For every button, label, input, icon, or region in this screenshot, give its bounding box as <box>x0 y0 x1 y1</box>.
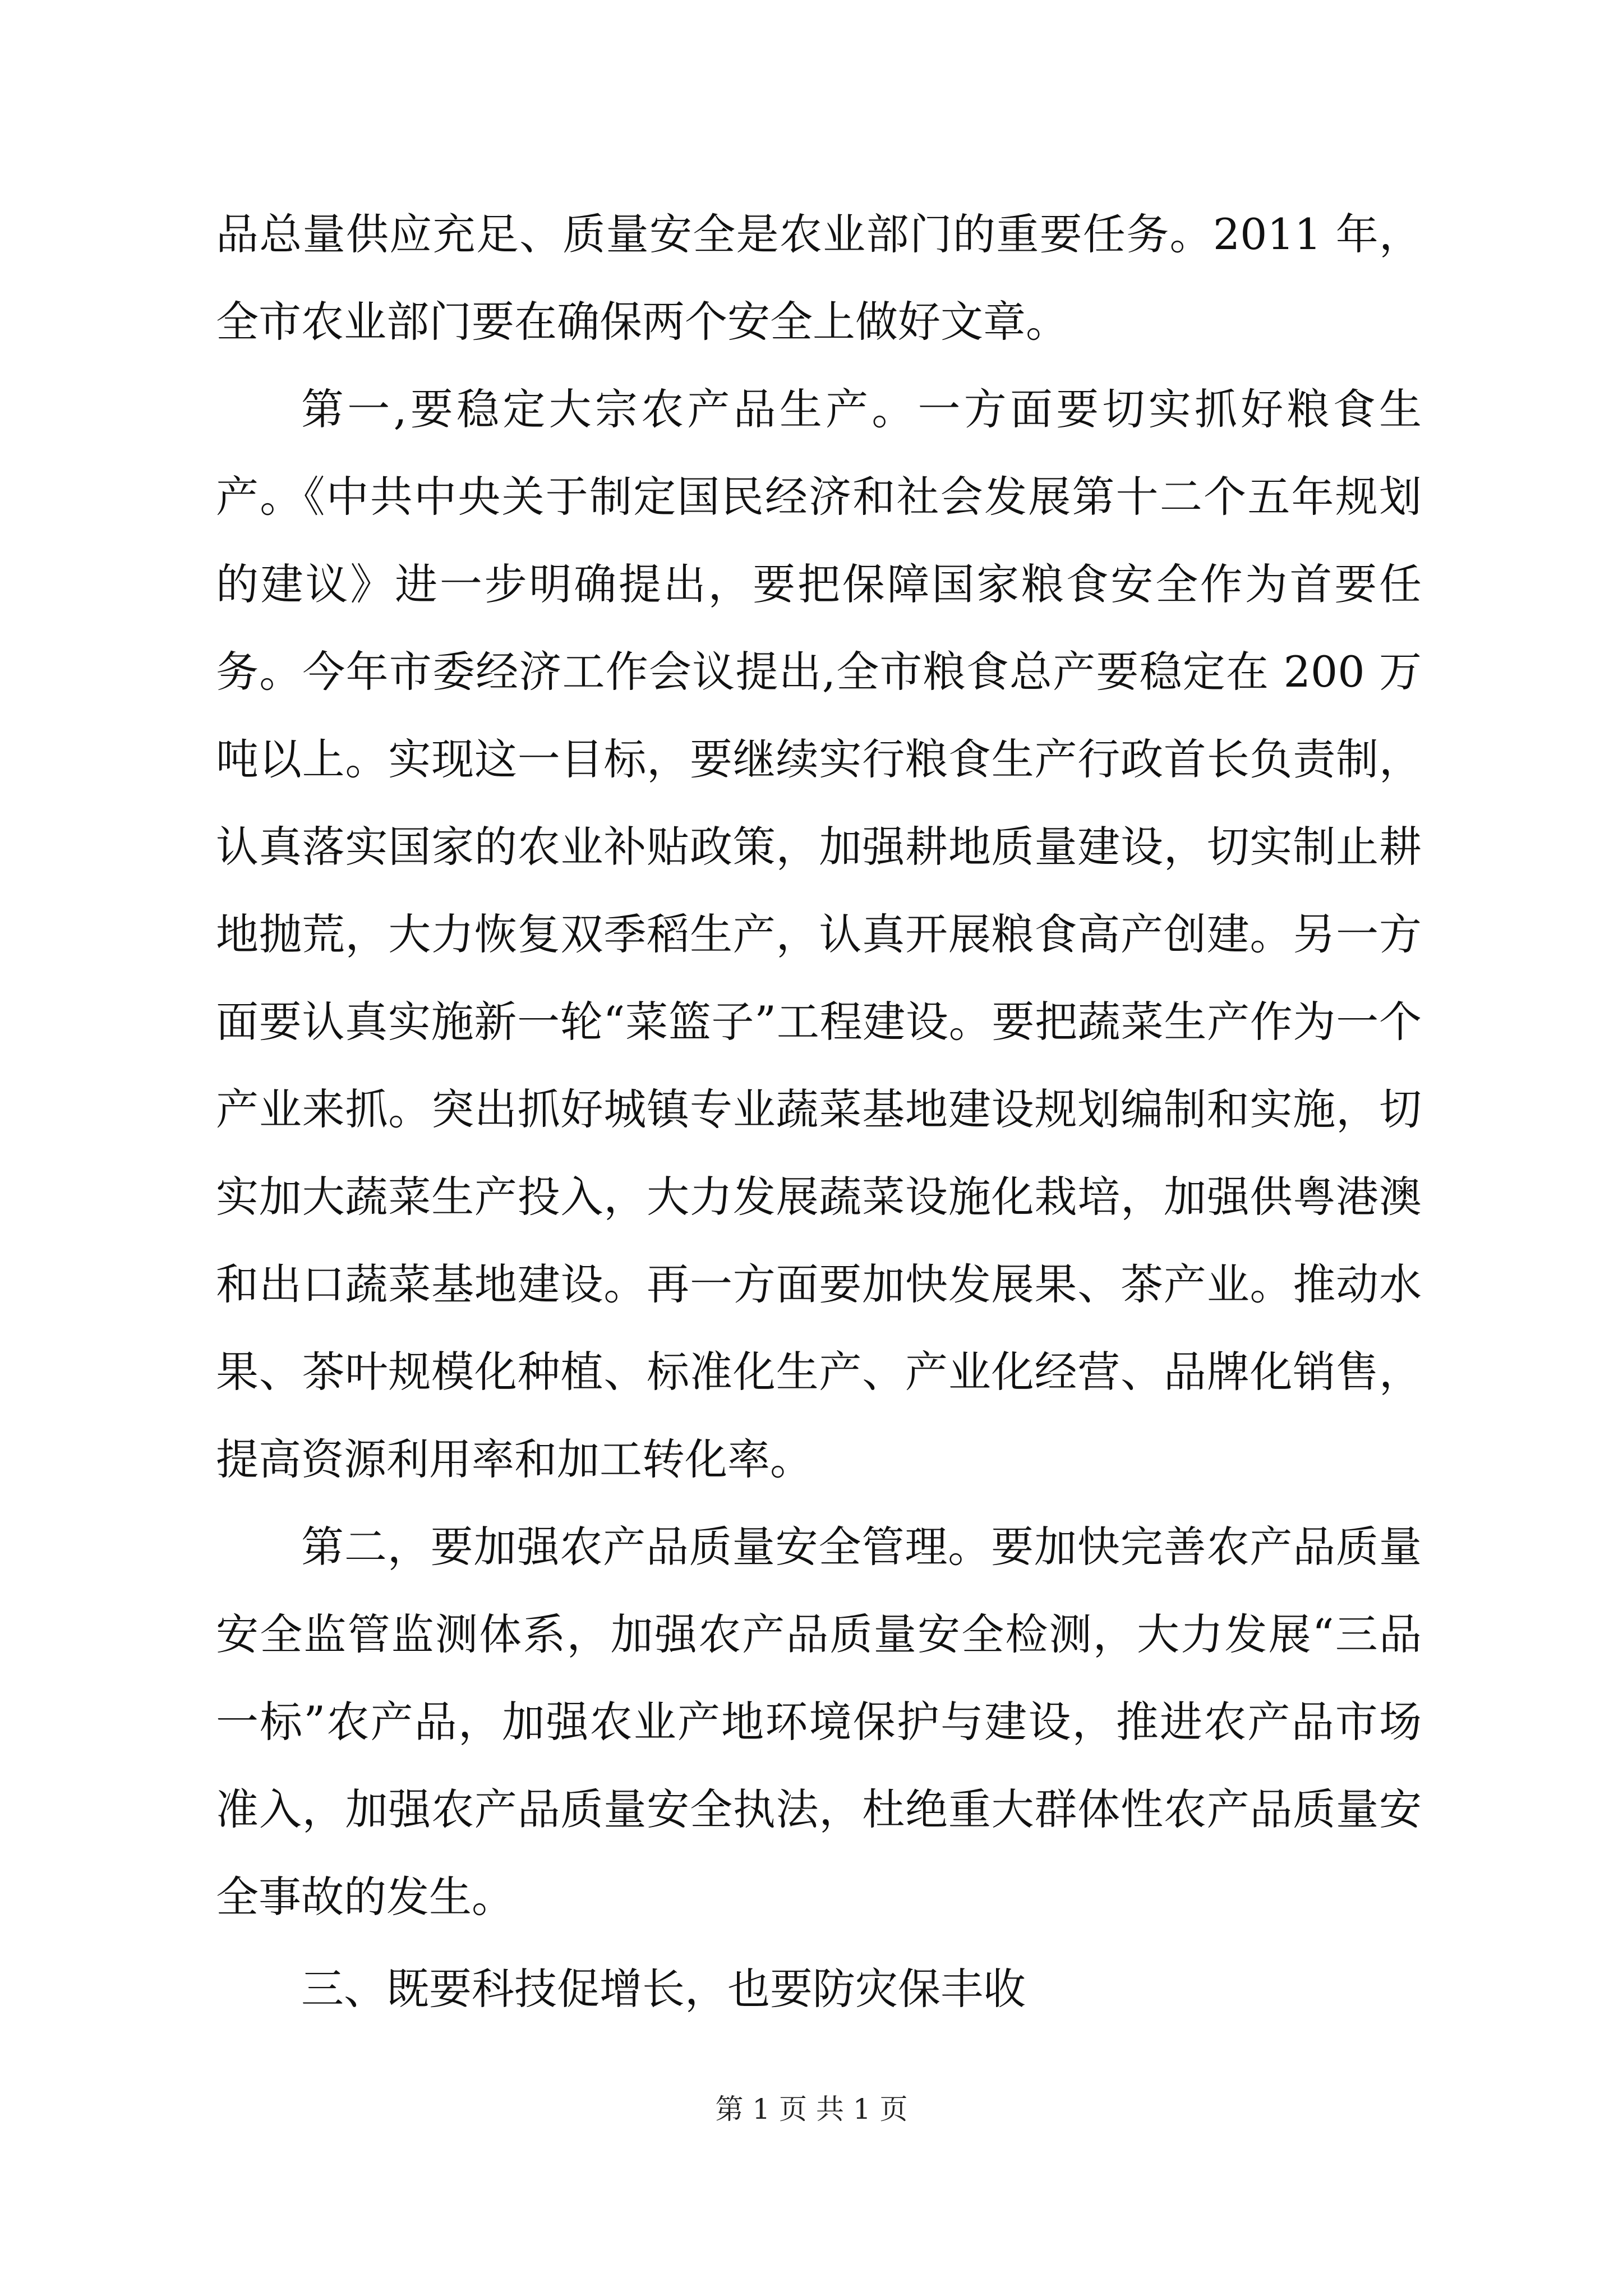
paragraph-continuation: 品总量供应充足、质量安全是农业部门的重要任务。2011 年，全市农业部门要在确保两个安全上做好文章。 <box>216 209 1422 347</box>
page-footer: 第 1 页 共 1 页 <box>715 2093 908 2125</box>
document-body <box>216 191 1422 2033</box>
paragraph-second-point: 第二，要加强农产品质量安全管理。要加快完善农产品质量安全监管监测体系，加强农产品质量安全检测，大力发展“三品一标”农产品，加强农业产地环境保护与建设，推进农产品市场准入，加强农产品质量安全执法，杜绝重大群体性农产品质量安全事故的发生。 <box>216 1522 1422 1922</box>
paragraph-first-point: 第一,要稳定大宗农产品生产。一方面要切实抓好粮食生产。《中共中央关于制定国民经济和社会发展第十二个五年规划的建议》进一步明确提出，要把保障国家粮食安全作为首要任务。今年市委经济工作会议提出,全市粮食总产要稳定在 200 万吨以上。实现这一目标，要继续实行粮食生产行政首长负责制，认真落实国家的农业补贴政策，加强耕地质量建设，切实制止耕地抛荒，大力恢复双季稻生产，认真开展粮食高产创建。另一方面要认真实施新一轮“菜篮子”工程建设。要把蔬菜生产作为一个产业来抓。突出抓好城镇专业蔬菜基地建设规划编制和实施，切实加大蔬菜生产投入，大力发展蔬菜设施化栽培，加强供粤港澳和出口蔬菜基地建设。再一方面要加快发展果、茶产业。推动水果、茶叶规模化种植、标准化生产、产业化经营、品牌化销售，提高资源利用率和加工转化率。 <box>216 384 1422 1484</box>
section-heading-three: 三、既要科技促增长，也要防灾保丰收 <box>301 1964 1026 2014</box>
